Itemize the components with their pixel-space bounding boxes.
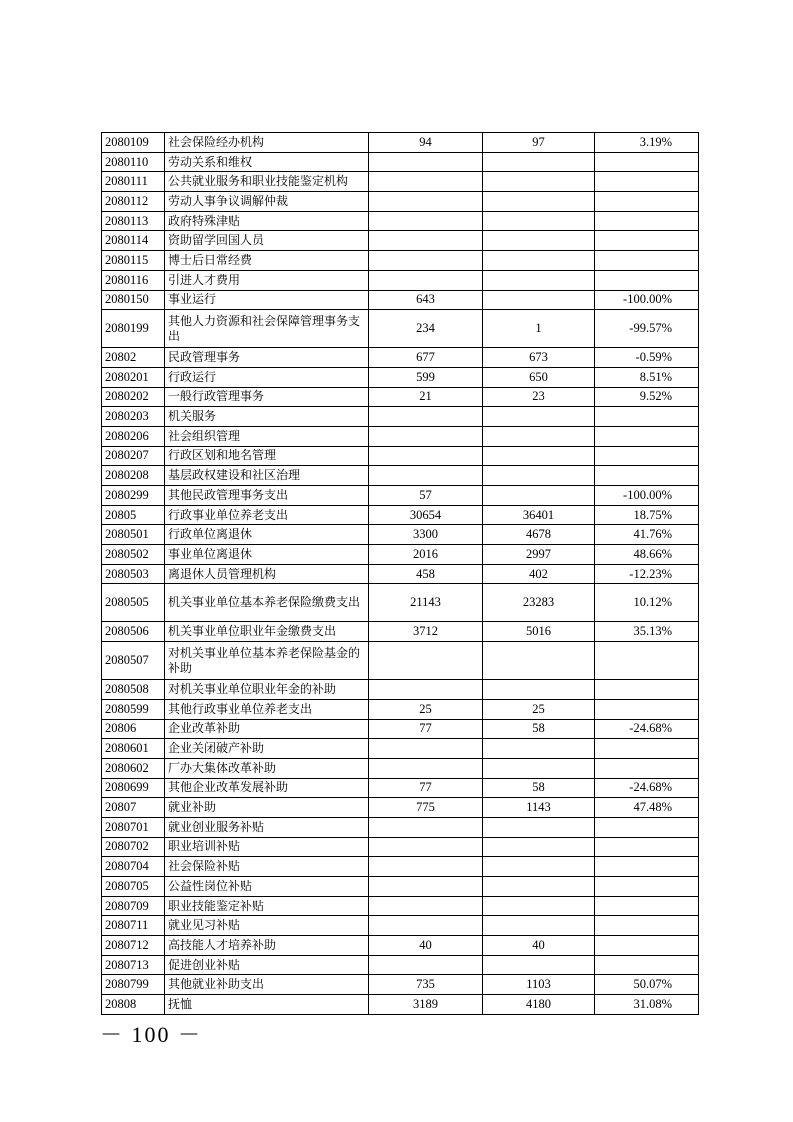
item-code-cell: 20808	[102, 995, 165, 1015]
item-code-cell: 2080704	[102, 857, 165, 877]
item-name-cell: 促进创业补贴	[165, 955, 369, 975]
table-row	[102, 407, 699, 427]
item-code-cell: 2080203	[102, 407, 165, 427]
item-code-cell: 20807	[102, 798, 165, 818]
value-1-cell: 77	[369, 778, 483, 798]
change-percent-cell: 48.66%	[595, 545, 699, 565]
value-2-cell	[483, 270, 595, 290]
change-percent-cell: -12.23%	[595, 564, 699, 584]
item-code-cell: 2080508	[102, 680, 165, 700]
value-1-cell: 21	[369, 387, 483, 407]
value-1-cell: 25	[369, 699, 483, 719]
table-row	[102, 525, 699, 545]
change-percent-cell	[595, 426, 699, 446]
item-name-cell: 离退休人员管理机构	[165, 564, 369, 584]
value-2-cell: 673	[483, 348, 595, 368]
change-percent-cell: 3.19%	[595, 133, 699, 153]
value-2-cell	[483, 466, 595, 486]
item-name-cell: 社会保险补贴	[165, 857, 369, 877]
table-row	[102, 564, 699, 584]
item-code-cell: 20806	[102, 719, 165, 739]
item-code-cell: 2080502	[102, 545, 165, 565]
value-1-cell: 40	[369, 936, 483, 956]
value-2-cell: 5016	[483, 622, 595, 642]
item-name-cell: 行政事业单位养老支出	[165, 505, 369, 525]
item-code-cell: 2080207	[102, 446, 165, 466]
table-row	[102, 975, 699, 995]
item-name-cell: 行政单位离退休	[165, 525, 369, 545]
value-2-cell	[483, 680, 595, 700]
item-name-cell: 职业培训补贴	[165, 837, 369, 857]
value-2-cell	[483, 817, 595, 837]
change-percent-cell	[595, 231, 699, 251]
item-name-cell: 劳动关系和维权	[165, 152, 369, 172]
table-row	[102, 798, 699, 818]
table-row	[102, 486, 699, 506]
item-name-cell: 机关事业单位基本养老保险缴费支出	[165, 584, 369, 622]
value-1-cell	[369, 916, 483, 936]
item-name-cell: 对机关事业单位职业年金的补助	[165, 680, 369, 700]
value-1-cell: 234	[369, 310, 483, 348]
table-row	[102, 270, 699, 290]
item-name-cell: 劳动人事争议调解仲裁	[165, 192, 369, 212]
table-row	[102, 719, 699, 739]
table-row	[102, 505, 699, 525]
item-code-cell: 2080505	[102, 584, 165, 622]
item-name-cell: 行政区划和地名管理	[165, 446, 369, 466]
value-1-cell	[369, 758, 483, 778]
value-1-cell	[369, 426, 483, 446]
budget-table-body	[102, 133, 699, 1015]
value-1-cell	[369, 152, 483, 172]
change-percent-cell	[595, 896, 699, 916]
value-1-cell: 94	[369, 133, 483, 153]
item-code-cell: 2080199	[102, 310, 165, 348]
table-row	[102, 877, 699, 897]
item-name-cell: 厂办大集体改革补助	[165, 758, 369, 778]
change-percent-cell	[595, 739, 699, 759]
value-1-cell	[369, 857, 483, 877]
table-row	[102, 699, 699, 719]
change-percent-cell	[595, 192, 699, 212]
value-1-cell	[369, 211, 483, 231]
value-1-cell: 21143	[369, 584, 483, 622]
table-row	[102, 857, 699, 877]
item-name-cell: 公共就业服务和职业技能鉴定机构	[165, 172, 369, 192]
value-1-cell: 735	[369, 975, 483, 995]
budget-table	[101, 132, 699, 1015]
item-name-cell: 企业关闭破产补助	[165, 739, 369, 759]
item-name-cell: 其他行政事业单位养老支出	[165, 699, 369, 719]
change-percent-cell	[595, 857, 699, 877]
item-code-cell: 2080702	[102, 837, 165, 857]
item-name-cell: 其他民政管理事务支出	[165, 486, 369, 506]
value-1-cell	[369, 739, 483, 759]
item-name-cell: 机关事业单位职业年金缴费支出	[165, 622, 369, 642]
item-name-cell: 社会组织管理	[165, 426, 369, 446]
change-percent-cell	[595, 758, 699, 778]
item-name-cell: 机关服务	[165, 407, 369, 427]
change-percent-cell: 18.75%	[595, 505, 699, 525]
table-row	[102, 172, 699, 192]
change-percent-cell	[595, 699, 699, 719]
item-code-cell: 2080208	[102, 466, 165, 486]
value-2-cell: 4180	[483, 995, 595, 1015]
table-row	[102, 367, 699, 387]
value-2-cell	[483, 446, 595, 466]
item-name-cell: 其他就业补助支出	[165, 975, 369, 995]
item-code-cell: 2080110	[102, 152, 165, 172]
change-percent-cell: -24.68%	[595, 778, 699, 798]
value-2-cell	[483, 877, 595, 897]
value-2-cell: 4678	[483, 525, 595, 545]
table-row	[102, 936, 699, 956]
table-row	[102, 446, 699, 466]
value-2-cell: 40	[483, 936, 595, 956]
change-percent-cell	[595, 916, 699, 936]
table-row	[102, 916, 699, 936]
value-2-cell	[483, 251, 595, 271]
value-2-cell	[483, 642, 595, 680]
item-name-cell: 事业运行	[165, 290, 369, 310]
table-row	[102, 680, 699, 700]
item-name-cell: 公益性岗位补贴	[165, 877, 369, 897]
value-2-cell	[483, 192, 595, 212]
value-2-cell	[483, 486, 595, 506]
item-code-cell: 2080115	[102, 251, 165, 271]
item-code-cell: 20802	[102, 348, 165, 368]
value-1-cell	[369, 837, 483, 857]
change-percent-cell	[595, 837, 699, 857]
value-1-cell	[369, 192, 483, 212]
table-row	[102, 758, 699, 778]
change-percent-cell	[595, 446, 699, 466]
value-1-cell	[369, 172, 483, 192]
value-1-cell: 30654	[369, 505, 483, 525]
item-code-cell: 2080201	[102, 367, 165, 387]
change-percent-cell	[595, 877, 699, 897]
item-code-cell: 2080112	[102, 192, 165, 212]
item-code-cell: 2080202	[102, 387, 165, 407]
item-name-cell: 引进人才费用	[165, 270, 369, 290]
item-name-cell: 其他企业改革发展补助	[165, 778, 369, 798]
item-code-cell: 2080701	[102, 817, 165, 837]
value-1-cell	[369, 642, 483, 680]
item-code-cell: 2080799	[102, 975, 165, 995]
change-percent-cell: -100.00%	[595, 486, 699, 506]
item-code-cell: 2080713	[102, 955, 165, 975]
item-code-cell: 2080299	[102, 486, 165, 506]
item-name-cell: 社会保险经办机构	[165, 133, 369, 153]
table-row	[102, 387, 699, 407]
change-percent-cell	[595, 955, 699, 975]
item-code-cell: 20805	[102, 505, 165, 525]
item-code-cell: 2080507	[102, 642, 165, 680]
value-2-cell	[483, 211, 595, 231]
change-percent-cell: 9.52%	[595, 387, 699, 407]
value-2-cell: 36401	[483, 505, 595, 525]
item-name-cell: 其他人力资源和社会保障管理事务支出	[165, 310, 369, 348]
item-code-cell: 2080111	[102, 172, 165, 192]
value-2-cell	[483, 857, 595, 877]
item-name-cell: 抚恤	[165, 995, 369, 1015]
change-percent-cell: 10.12%	[595, 584, 699, 622]
value-1-cell	[369, 466, 483, 486]
value-1-cell: 643	[369, 290, 483, 310]
change-percent-cell: 47.48%	[595, 798, 699, 818]
table-row	[102, 778, 699, 798]
item-name-cell: 职业技能鉴定补贴	[165, 896, 369, 916]
value-1-cell: 3712	[369, 622, 483, 642]
table-row	[102, 211, 699, 231]
table-row	[102, 310, 699, 348]
table-row	[102, 955, 699, 975]
item-code-cell: 2080206	[102, 426, 165, 446]
change-percent-cell	[595, 211, 699, 231]
value-2-cell: 58	[483, 778, 595, 798]
item-name-cell: 基层政权建设和社区治理	[165, 466, 369, 486]
value-1-cell: 3300	[369, 525, 483, 545]
item-name-cell: 民政管理事务	[165, 348, 369, 368]
value-2-cell: 402	[483, 564, 595, 584]
item-code-cell: 2080602	[102, 758, 165, 778]
value-1-cell: 775	[369, 798, 483, 818]
value-2-cell: 23	[483, 387, 595, 407]
value-2-cell	[483, 758, 595, 778]
value-1-cell	[369, 446, 483, 466]
change-percent-cell: 50.07%	[595, 975, 699, 995]
item-code-cell: 2080601	[102, 739, 165, 759]
value-2-cell	[483, 426, 595, 446]
value-1-cell	[369, 231, 483, 251]
item-code-cell: 2080709	[102, 896, 165, 916]
value-2-cell: 1	[483, 310, 595, 348]
value-1-cell	[369, 896, 483, 916]
item-code-cell: 2080116	[102, 270, 165, 290]
table-row	[102, 348, 699, 368]
item-code-cell: 2080712	[102, 936, 165, 956]
value-1-cell	[369, 817, 483, 837]
value-1-cell	[369, 955, 483, 975]
table-row	[102, 192, 699, 212]
item-name-cell: 就业创业服务补贴	[165, 817, 369, 837]
item-name-cell: 就业补助	[165, 798, 369, 818]
change-percent-cell: -99.57%	[595, 310, 699, 348]
item-name-cell: 资助留学回国人员	[165, 231, 369, 251]
value-1-cell	[369, 407, 483, 427]
change-percent-cell: 41.76%	[595, 525, 699, 545]
table-row	[102, 426, 699, 446]
change-percent-cell: 35.13%	[595, 622, 699, 642]
item-code-cell: 2080711	[102, 916, 165, 936]
value-2-cell: 1143	[483, 798, 595, 818]
page-number: － 100 －	[100, 1022, 203, 1047]
value-2-cell	[483, 172, 595, 192]
value-1-cell: 77	[369, 719, 483, 739]
value-2-cell	[483, 152, 595, 172]
change-percent-cell	[595, 817, 699, 837]
value-2-cell: 97	[483, 133, 595, 153]
table-row	[102, 466, 699, 486]
value-2-cell: 650	[483, 367, 595, 387]
value-2-cell: 1103	[483, 975, 595, 995]
item-name-cell: 高技能人才培养补助	[165, 936, 369, 956]
value-1-cell	[369, 680, 483, 700]
item-code-cell: 2080599	[102, 699, 165, 719]
item-code-cell: 2080699	[102, 778, 165, 798]
value-2-cell: 58	[483, 719, 595, 739]
value-1-cell: 677	[369, 348, 483, 368]
table-row	[102, 739, 699, 759]
value-1-cell	[369, 270, 483, 290]
value-1-cell	[369, 251, 483, 271]
change-percent-cell: 8.51%	[595, 367, 699, 387]
change-percent-cell	[595, 270, 699, 290]
value-2-cell	[483, 231, 595, 251]
table-row	[102, 251, 699, 271]
change-percent-cell	[595, 152, 699, 172]
item-name-cell: 事业单位离退休	[165, 545, 369, 565]
table-row	[102, 896, 699, 916]
value-1-cell: 458	[369, 564, 483, 584]
item-code-cell: 2080113	[102, 211, 165, 231]
value-2-cell	[483, 290, 595, 310]
table-row	[102, 152, 699, 172]
value-2-cell	[483, 739, 595, 759]
value-2-cell	[483, 837, 595, 857]
item-name-cell: 一般行政管理事务	[165, 387, 369, 407]
value-1-cell: 57	[369, 486, 483, 506]
item-code-cell: 2080109	[102, 133, 165, 153]
value-2-cell: 25	[483, 699, 595, 719]
table-row	[102, 231, 699, 251]
table-row	[102, 545, 699, 565]
item-code-cell: 2080503	[102, 564, 165, 584]
value-1-cell: 599	[369, 367, 483, 387]
item-name-cell: 就业见习补贴	[165, 916, 369, 936]
table-row	[102, 290, 699, 310]
item-code-cell: 2080150	[102, 290, 165, 310]
change-percent-cell: 31.08%	[595, 995, 699, 1015]
change-percent-cell	[595, 172, 699, 192]
value-1-cell: 3189	[369, 995, 483, 1015]
table-row	[102, 817, 699, 837]
value-2-cell	[483, 896, 595, 916]
change-percent-cell: -24.68%	[595, 719, 699, 739]
table-row	[102, 642, 699, 680]
change-percent-cell	[595, 936, 699, 956]
table-row	[102, 584, 699, 622]
change-percent-cell	[595, 251, 699, 271]
change-percent-cell	[595, 642, 699, 680]
table-row	[102, 995, 699, 1015]
item-name-cell: 政府特殊津贴	[165, 211, 369, 231]
item-name-cell: 对机关事业单位基本养老保险基金的补助	[165, 642, 369, 680]
value-1-cell: 2016	[369, 545, 483, 565]
value-2-cell: 23283	[483, 584, 595, 622]
item-name-cell: 行政运行	[165, 367, 369, 387]
item-name-cell: 博士后日常经费	[165, 251, 369, 271]
change-percent-cell	[595, 680, 699, 700]
value-2-cell: 2997	[483, 545, 595, 565]
table-row	[102, 837, 699, 857]
change-percent-cell: -100.00%	[595, 290, 699, 310]
value-2-cell	[483, 916, 595, 936]
item-code-cell: 2080501	[102, 525, 165, 545]
table-row	[102, 133, 699, 153]
value-1-cell	[369, 877, 483, 897]
change-percent-cell	[595, 466, 699, 486]
item-code-cell: 2080705	[102, 877, 165, 897]
item-code-cell: 2080506	[102, 622, 165, 642]
item-name-cell: 企业改革补助	[165, 719, 369, 739]
item-code-cell: 2080114	[102, 231, 165, 251]
change-percent-cell: -0.59%	[595, 348, 699, 368]
change-percent-cell	[595, 407, 699, 427]
table-row	[102, 622, 699, 642]
value-2-cell	[483, 955, 595, 975]
value-2-cell	[483, 407, 595, 427]
